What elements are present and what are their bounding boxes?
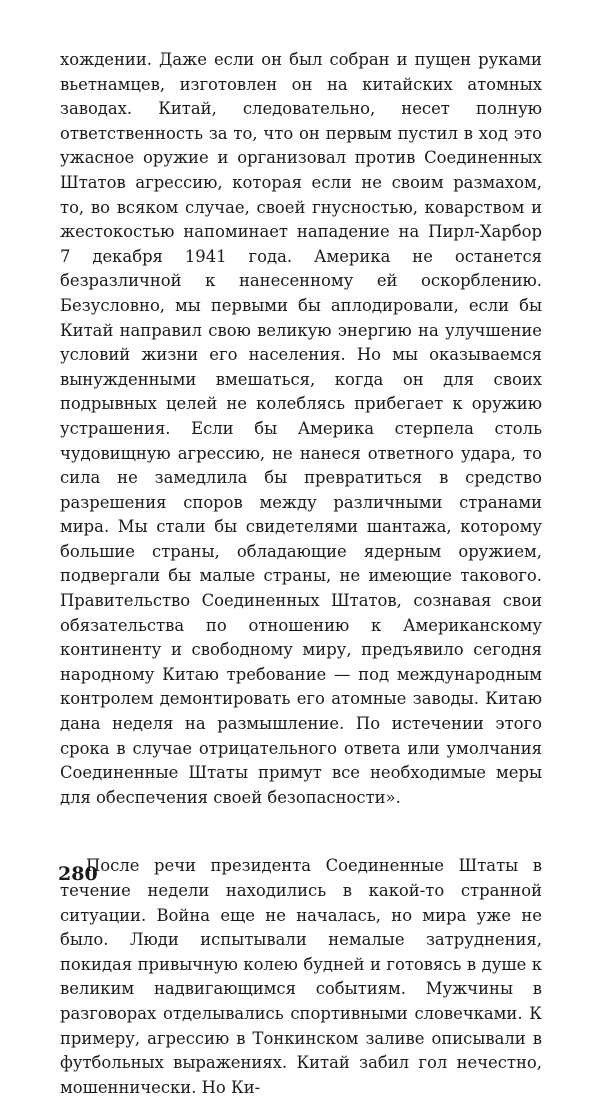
- paragraph-after-speech: После речи президента Соединенные Штаты в течение недели находились в какой-то странной ситуации. Война еще не началась, но мира уже не было. Люди испытывали немалые затруднения, покидая привычную колею будней и готовясь в душе к великим надвигающимся событиям. Мужчины в разговорах отделывались спортивными словечками. К примеру, агрессию в Тонкинском заливе описывали в футбольных выражениях. Китай забил гол нечестно, мошеннически. Но Ки-: [60, 856, 542, 1097]
- page-text: [60, 48, 542, 1100]
- paragraph-president-speech-end: хождении. Даже если он был собран и пущен руками вьетнамцев, изготовлен он на китайских атомных заводах. Китай, следовательно, несет полную ответственность за то, что он первым пустил в ход это ужасное оружие и организовал против Соединенных Штатов агрессию, которая если не своим размахом, то, во всяком случае, своей гнусностью, коварством и жестокостью напоминает нападение на Пирл-Харбор 7 декабря 1941 года. Америка не останется безразличной к нанесенному ей оскорблению. Безусловно, мы первыми бы аплодировали, если бы Китай направил свою великую энергию на улучшение условий жизни его населения. Но мы оказываемся вынужденными вмешаться, когда он для своих подрывных целей не колеблясь прибегает к оружию устрашения. Если бы Америка стерпела столь чудовищную агрессию, не нанеся ответного удара, то сила не замедлила бы превратиться в средство разрешения споров между различными странами мира. Мы стали бы свидетелями шантажа, которому большие страны, обладающие ядерным оружием, подвергали бы малые страны, не имеющие такового. Правительство Соединенных Штатов, сознавая свои обязательства по отношению к Американскому континенту и свободному миру, предъявило сегодня народному Китаю требование — под международным контролем демонтировать его атомные заводы. Китаю дана неделя на размышление. По истечении этого срока в случае отрицательного ответа или умолчания Соединенные Штаты примут все необходимые меры для обеспечения своей безопасности».: [60, 50, 542, 807]
- page-number: 280: [58, 863, 98, 885]
